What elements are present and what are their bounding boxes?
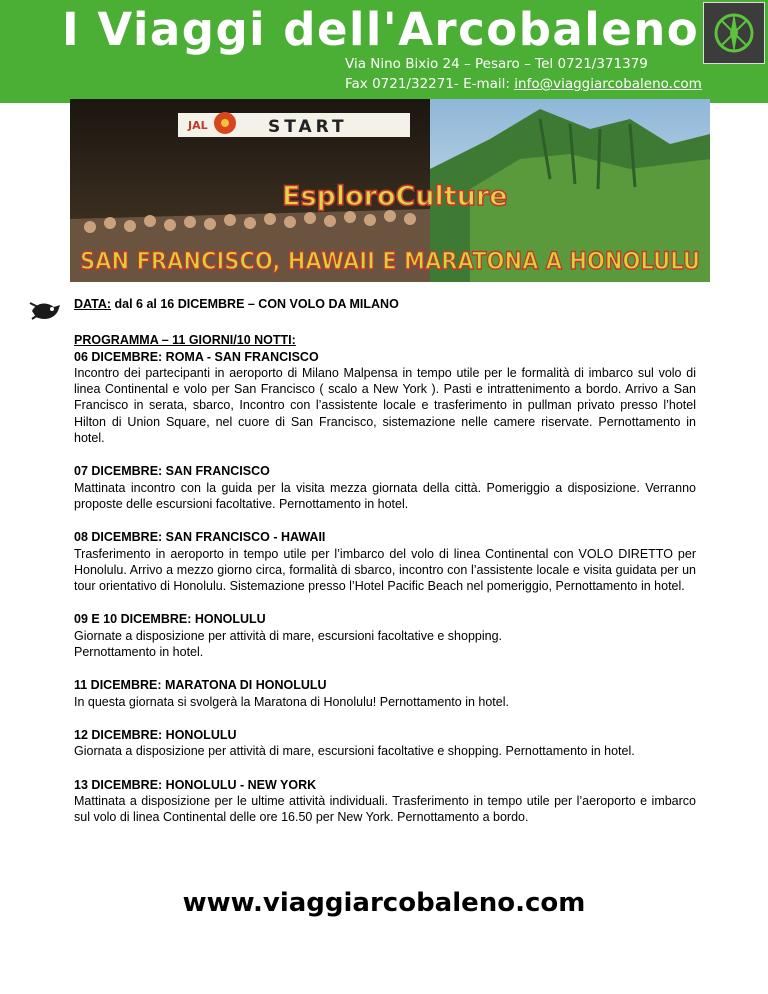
banner-image [70, 99, 710, 282]
day-heading: 11 DICEMBRE: MARATONA DI HONOLULU [74, 678, 327, 693]
date-line [74, 296, 696, 312]
day-heading: 12 DICEMBRE: HONOLULU [74, 727, 237, 742]
compass-logo-icon [703, 2, 765, 64]
day-text: Giornate a disposizione per attività di mare, escursioni facoltative e shopping. [74, 628, 503, 643]
day-block-2 [74, 463, 696, 512]
day-block-4 [74, 611, 696, 660]
day-block-3 [74, 529, 696, 594]
day-text: Mattinata incontro con la guida per la visita mezza giornata della città. Pomeriggio a disposizione. Verranno proposte delle escursioni facoltative. Pernottamento in hotel. [74, 480, 696, 511]
date-label: DATA: [74, 297, 112, 311]
day-text: Mattinata a disposizione per le ultime attività individuali. Trasferimento in tempo utile per l’aeroporto e imbarco sul volo di linea Continental delle ore 16.50 per New York. Pernottamento a bordo. [74, 793, 696, 825]
contact-fax-line [345, 74, 702, 94]
day-heading: 13 DICEMBRE: HONOLULU - NEW YORK [74, 777, 317, 792]
banner-start: START [268, 117, 348, 137]
day-text: In questa giornata si svolgerà la Maratona di Honolulu! Pernottamento in hotel. [74, 694, 509, 709]
day-heading: 09 E 10 DICEMBRE: HONOLULU [74, 612, 266, 627]
footer-url[interactable]: www.viaggiarcobaleno.com [182, 888, 586, 918]
programma-heading: PROGRAMMA – 11 GIORNI/10 NOTTI: [74, 333, 296, 348]
contact-fax: Fax 0721/32271- E-mail: [345, 76, 515, 92]
day-block-7 [74, 777, 696, 826]
agency-title: I Viaggi dell'Arcobaleno [62, 3, 700, 56]
day-block-5 [74, 677, 696, 710]
day-text: Trasferimento in aeroporto in tempo utile per l’imbarco del volo di linea Continental con VOLO DIRETTO per Honolulu. Arrivo a mezzo giorno circa, formalità di sbarco, incontro con l’assistente locale e visita guidata per un tour orientativo di Honolulu. Sistemazione presso l’Hotel Pacific Beach nel pomeriggio, Pernottamento in hotel. [74, 546, 696, 594]
banner-brand: EsploroCulture [282, 181, 508, 212]
email-link[interactable]: info@viaggiarcobaleno.com [514, 76, 702, 92]
header-bar [0, 0, 768, 103]
day-block-1 [74, 332, 696, 446]
day-text-2: Pernottamento in hotel. [74, 645, 204, 660]
contact-address: Via Nino Bixio 24 – Pesaro – Tel 0721/371379 [345, 56, 648, 72]
contact-info [345, 54, 702, 94]
banner-sponsor: JAL [188, 119, 208, 132]
day-heading: 08 DICEMBRE: SAN FRANCISCO - HAWAII [74, 530, 326, 545]
day-heading: 07 DICEMBRE: SAN FRANCISCO [74, 464, 270, 479]
day-block-6 [74, 727, 696, 760]
itinerary-content [74, 296, 696, 842]
day-heading: 06 DICEMBRE: ROMA - SAN FRANCISCO [74, 349, 319, 364]
bird-ornament-icon [28, 293, 64, 334]
day-text: Incontro dei partecipanti in aeroporto di Milano Malpensa in tempo utile per le formalità di imbarco sul volo di linea Continental e volo per San Francisco ( scalo a New York ). Pasti e intrattenimento a bordo. Arrivo a San Francisco in serata, sbarco, Incontro con l’assistente locale e trasferimento in pullman privato presso l’hotel Hilton di Union Square, nel cuore di San Francisco, sistemazione nelle camere riservate. Pernottamento in hotel. [74, 365, 696, 446]
date-text: dal 6 al 16 DICEMBRE – CON VOLO DA MILANO [111, 297, 399, 311]
banner-headline: SAN FRANCISCO, HAWAII E MARATONA A HONOLULU [80, 247, 700, 275]
day-text: Giornata a disposizione per attività di mare, escursioni facoltative e shopping. Pernottamento in hotel. [74, 744, 635, 759]
